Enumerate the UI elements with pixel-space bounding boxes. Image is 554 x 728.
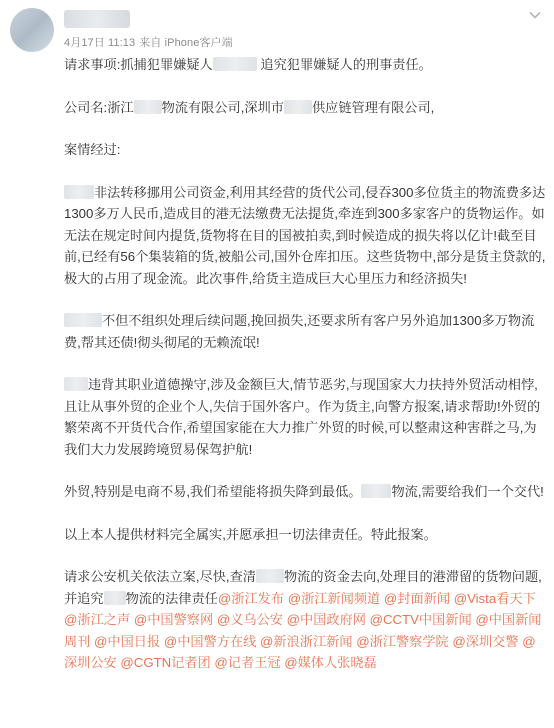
post-timestamp[interactable]: 4月17日 11:13 xyxy=(64,37,136,49)
redacted-name xyxy=(64,185,94,199)
redacted-name xyxy=(64,313,102,327)
mention-link[interactable]: @中国警察网 xyxy=(133,612,214,627)
redacted-name xyxy=(134,100,162,114)
redacted-name xyxy=(64,377,88,391)
mention-link[interactable]: @中国日报 xyxy=(94,633,161,649)
redacted-name xyxy=(104,591,126,605)
mention-link[interactable]: @浙江发布 xyxy=(217,590,285,606)
mention-link[interactable]: @中国警方在线 xyxy=(163,633,257,649)
post-body xyxy=(64,54,546,674)
username-redacted[interactable] xyxy=(64,10,130,28)
mention-link[interactable]: @媒体人张晓磊 xyxy=(284,655,377,670)
case-paragraph-1: 非法转移挪用公司资金,利用其经营的货代公司,侵吞300多位货主的物流费多达1300多万人民币,造成目的港无法缴费无法提货,牵连到300多家客户的货物运作。如无法在规定时间内提货,货物将在目的国被拍卖,到时候造成的损失将以亿计!截至目前,已经有56个集装箱的货,被船公司,国外仓库扣压。这些货物中,部分是货主贷款的,极大的占用了现金流。此次事件,给货主造成巨大心里压力和经济损失! xyxy=(64,184,546,286)
case-paragraph-3: 违背其职业道德操守,涉及金额巨大,情节恶劣,与现国家大力扶持外贸活动相悖,且让从事外贸的企业个人,失信于国外客户。作为货主,向警方报案,请求帮助!外贸的繁荣离不开货代合作,希望国家能在大力推广外贸的时候,可以整肃这种害群之马,为我们大力发展跨境贸易保驾护航! xyxy=(64,377,541,457)
redacted-name xyxy=(284,100,312,114)
mention-link[interactable]: @浙江新闻频道 xyxy=(287,590,381,606)
mention-link[interactable]: @CCTV中国新闻 xyxy=(369,612,472,627)
mention-link[interactable]: @浙江之声 xyxy=(64,612,131,627)
avatar[interactable] xyxy=(10,8,54,52)
redacted-name xyxy=(361,484,391,498)
case-heading: 案情经过: xyxy=(64,142,121,157)
post-meta xyxy=(64,34,237,50)
declaration-line: 以上本人提供材料完全属实,并愿承担一切法律责任。特此报案。 xyxy=(64,526,437,542)
mention-link[interactable]: @新浪浙江新闻 xyxy=(260,633,353,649)
mention-link[interactable]: @中国政府网 xyxy=(286,612,366,627)
post-source: 来自 iPhone客户端 xyxy=(139,37,233,49)
mention-link[interactable]: @浙江警察学院 xyxy=(356,633,449,649)
mention-link[interactable]: @中国新闻周刊 xyxy=(64,612,542,649)
case-paragraph-2: 不但不组织处理后续问题,挽回损失,还要求所有客户另外追加1300多万物流费,帮其还债!彻头彻尾的无赖流氓! xyxy=(64,313,535,350)
mention-link[interactable]: @义乌公安 xyxy=(216,612,283,627)
request-line: 请求事项:抓捕犯罪嫌疑人 追究犯罪嫌疑人的刑事责任。 xyxy=(64,57,432,72)
mention-link[interactable]: @深圳公安 xyxy=(64,633,536,670)
mention-link[interactable]: @封面新闻 xyxy=(383,590,451,606)
mention-link[interactable]: @深圳交警 xyxy=(452,633,519,649)
mention-link[interactable]: @记者王冠 xyxy=(214,655,281,670)
post-header xyxy=(0,0,554,60)
request-paragraph: 请求公安机关依法立案,尽快,查清 物流的资金去向,处理目的港滞留的货物问题,并追究 物流的法律责任@浙江发布 @浙江新闻频道 @封面新闻 @Vista看天下 @浙江之声 @中国警察网 @义乌公安 @中国政府网 @CCTV中国新闻 @中国新闻周刊 @中国日报 @中国警方在线 @新浪浙江新闻 @浙江警察学院 @深圳交警 @深圳公安 @CGTN记者团 @记者王冠 @媒体人张晓磊 xyxy=(64,569,542,670)
mention-link[interactable]: @CGTN记者团 xyxy=(120,655,211,670)
chevron-down-icon[interactable] xyxy=(528,8,542,22)
mention-link[interactable]: @Vista看天下 xyxy=(453,590,536,606)
redacted-name xyxy=(256,569,284,583)
company-line: 公司名:浙江 物流有限公司,深圳市 供应链管理有限公司, xyxy=(64,99,435,115)
redacted-name xyxy=(213,57,257,71)
case-paragraph-4: 外贸,特别是电商不易,我们希望能将损失降到最低。 物流,需要给我们一个交代! xyxy=(64,484,544,499)
